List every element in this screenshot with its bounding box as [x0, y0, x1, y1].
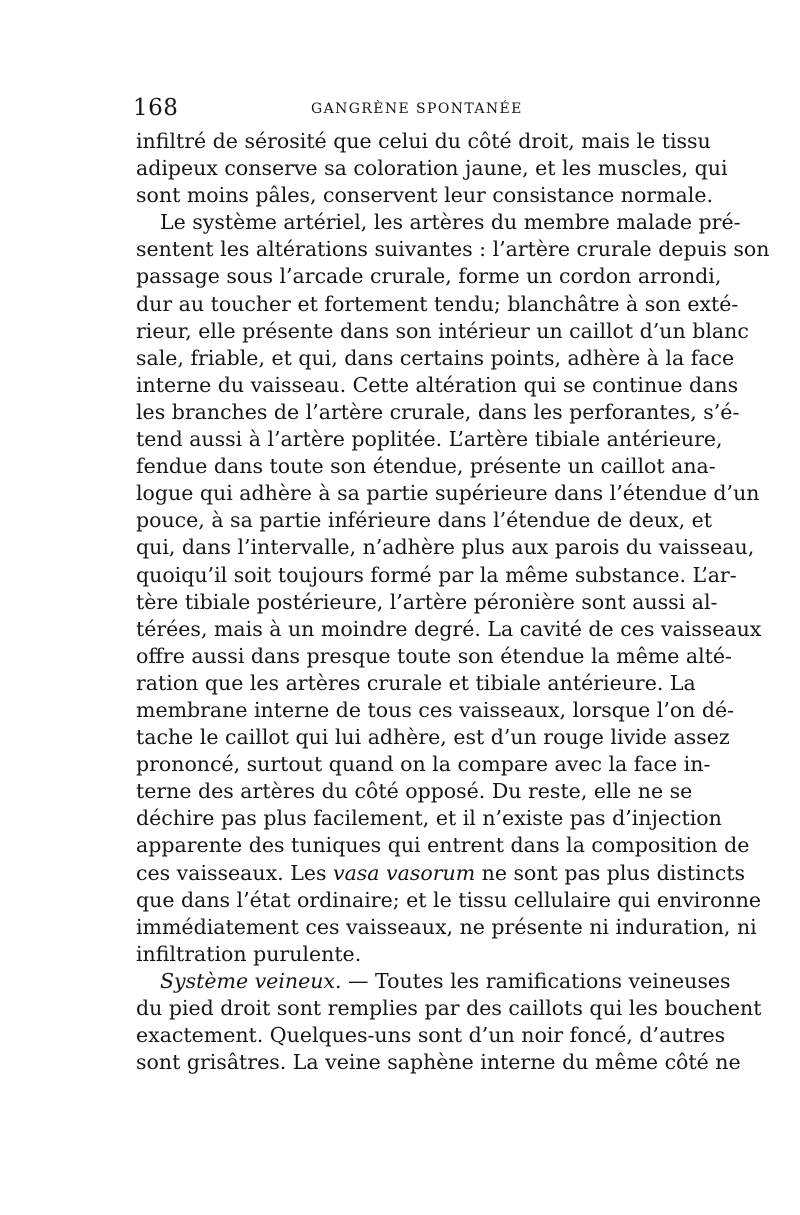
text-line: interne du vaisseau. Cette altération qui se continue dans	[136, 372, 739, 397]
text-segment: ces vaisseaux. Les	[136, 860, 333, 885]
text-segment: — Toutes les ramifications veineuses	[341, 968, 731, 993]
text-line: tère tibiale postérieure, l’artère péronière sont aussi al-	[136, 589, 718, 614]
text-line: du pied droit sont remplies par des caillots qui les bouchent	[136, 996, 762, 1020]
body-text	[136, 128, 770, 1076]
text-line: infiltration purulente.	[136, 941, 362, 966]
text-line: pouce, à sa partie inférieure dans l’étendue de deux, et	[136, 508, 713, 533]
text-line: sale, friable, et qui, dans certains points, adhère à la face	[136, 345, 735, 370]
text-line: rieur, elle présente dans son intérieur un caillot d’un blanc	[136, 318, 749, 343]
text-line: membrane interne de tous ces vaisseaux, lorsque l’on dé-	[136, 697, 735, 722]
text-line: déchire pas plus facilement, et il n’existe pas d’injection	[136, 806, 722, 831]
text-line: qui, dans l’intervalle, n’adhère plus aux parois du vaisseau,	[136, 535, 755, 560]
text-line: infiltré de sérosité que celui du côté droit, mais le tissu	[136, 129, 711, 153]
text-line: ration que les artères crurale et tibiale antérieure. La	[136, 670, 696, 695]
text-line: quoiqu’il soit toujours formé par la même substance. L’ar-	[136, 562, 737, 587]
text-line	[136, 968, 731, 995]
text-line: adipeux conserve sa coloration jaune, et les muscles, qui	[136, 156, 728, 181]
text-line: les branches de l’artère crurale, dans les perforantes, s’é-	[136, 399, 740, 424]
text-line: térées, mais à un moindre degré. La cavité de ces vaisseaux	[136, 616, 762, 641]
running-head	[133, 96, 668, 120]
page-number: 168	[133, 95, 179, 121]
text-line: sentent les altérations suivantes : l’artère crurale depuis son	[136, 237, 770, 262]
text-line: exactement. Quelques-uns sont d’un noir foncé, d’autres	[136, 1023, 726, 1048]
text-line	[136, 860, 746, 887]
text-line: terne des artères du côté opposé. Du reste, elle ne se	[136, 779, 693, 804]
text-line: fendue dans toute son étendue, présente un caillot ana-	[136, 454, 716, 479]
text-line: tache le caillot qui lui adhère, est d’un rouge livide assez	[136, 725, 730, 750]
text-line: apparente des tuniques qui entrent dans la composition de	[136, 833, 750, 858]
section-heading: Système veineux.	[160, 968, 342, 993]
text-line: sont grisâtres. La veine saphène interne du même côté ne	[136, 1050, 741, 1075]
text-line: Le système artériel, les artères du membre malade pré-	[160, 210, 741, 235]
latin-term: vasa vasorum	[332, 860, 476, 885]
text-line: dur au toucher et fortement tendu; blanchâtre à son exté-	[136, 291, 739, 316]
text-line: offre aussi dans presque toute son étendue la même alté-	[136, 643, 732, 668]
text-line: logue qui adhère à sa partie supérieure dans l’étendue d’un	[136, 481, 760, 506]
text-segment: ne sont pas plus distincts	[475, 860, 746, 885]
text-line: immédiatement ces vaisseaux, ne présente ni induration, ni	[136, 914, 757, 939]
text-line: que dans l’état ordinaire; et le tissu cellulaire qui environne	[136, 887, 762, 912]
text-line: tend aussi à l’artère poplitée. L’artère tibiale antérieure,	[136, 427, 723, 452]
text-line: passage sous l’arcade crurale, forme un cordon arrondi,	[136, 264, 722, 289]
text-line: sont moins pâles, conservent leur consistance normale.	[136, 183, 713, 208]
running-title: GANGRÈNE SPONTANÉE	[311, 101, 523, 117]
text-line: prononcé, surtout quand on la compare avec la face in-	[136, 752, 711, 777]
